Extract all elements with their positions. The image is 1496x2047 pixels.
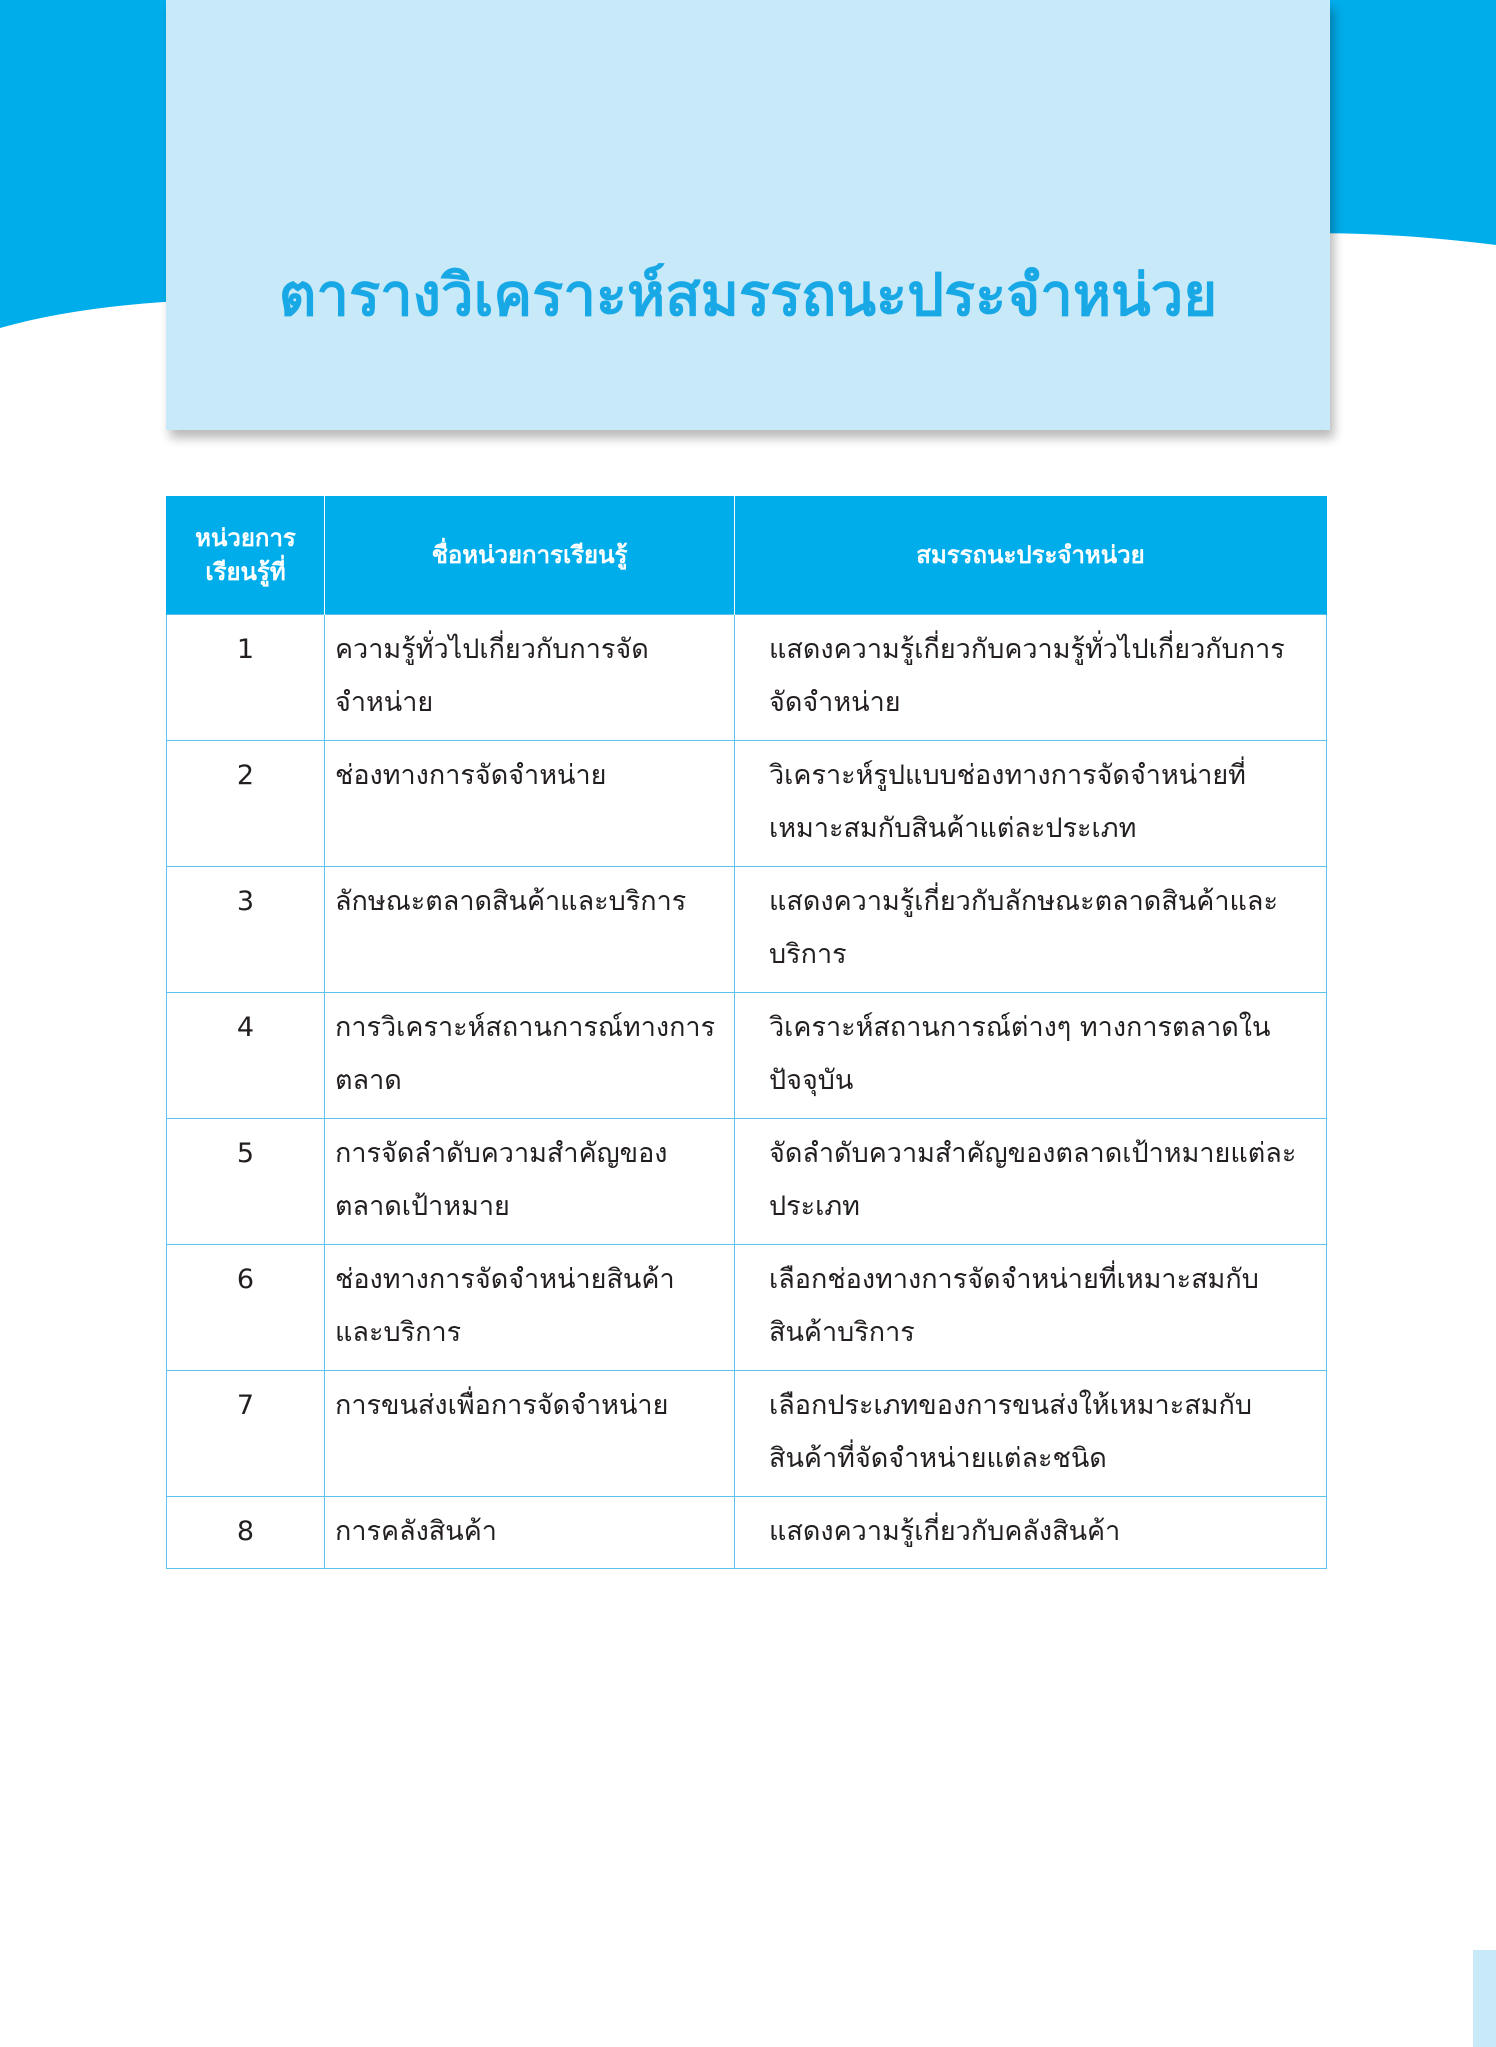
page-title: ตารางวิเคราะห์สมรรถนะประจำหน่วย — [278, 261, 1218, 329]
table-row — [167, 993, 1327, 1119]
unit-competency: วิเคราะห์สถานการณ์ต่างๆ ทางการตลาดในปัจจุบัน — [735, 993, 1327, 1119]
unit-name: การคลังสินค้า — [325, 1497, 735, 1569]
table-row — [167, 741, 1327, 867]
unit-name: ช่องทางการจัดจำหน่าย — [325, 741, 735, 867]
unit-number: 4 — [167, 993, 325, 1119]
unit-name: การขนส่งเพื่อการจัดจำหน่าย — [325, 1371, 735, 1497]
unit-name: การจัดลำดับความสำคัญของตลาดเป้าหมาย — [325, 1119, 735, 1245]
header-unit-name: ชื่อหน่วยการเรียนรู้ — [325, 496, 735, 615]
competency-table — [166, 496, 1327, 1569]
unit-competency: แสดงความรู้เกี่ยวกับลักษณะตลาดสินค้าและบริการ — [735, 867, 1327, 993]
table-row — [167, 867, 1327, 993]
unit-name: ลักษณะตลาดสินค้าและบริการ — [325, 867, 735, 993]
unit-competency: วิเคราะห์รูปแบบช่องทางการจัดจำหน่ายที่เหมาะสมกับสินค้าแต่ละประเภท — [735, 741, 1327, 867]
unit-competency: จัดลำดับความสำคัญของตลาดเป้าหมายแต่ละประเภท — [735, 1119, 1327, 1245]
unit-number: 5 — [167, 1119, 325, 1245]
header-unit-number: หน่วยการเรียนรู้ที่ — [167, 496, 325, 615]
unit-number: 1 — [167, 615, 325, 741]
title-banner — [166, 0, 1330, 430]
unit-competency: เลือกช่องทางการจัดจำหน่ายที่เหมาะสมกับสินค้าบริการ — [735, 1245, 1327, 1371]
unit-name: การวิเคราะห์สถานการณ์ทางการตลาด — [325, 993, 735, 1119]
unit-competency: เลือกประเภทของการขนส่งให้เหมาะสมกับสินค้าที่จัดจำหน่ายแต่ละชนิด — [735, 1371, 1327, 1497]
page-edge-tab — [1473, 1950, 1496, 2047]
unit-competency: แสดงความรู้เกี่ยวกับความรู้ทั่วไปเกี่ยวกับการจัดจำหน่าย — [735, 615, 1327, 741]
table-row — [167, 615, 1327, 741]
unit-number: 2 — [167, 741, 325, 867]
table-row — [167, 1245, 1327, 1371]
unit-name: ความรู้ทั่วไปเกี่ยวกับการจัดจำหน่าย — [325, 615, 735, 741]
unit-number: 8 — [167, 1497, 325, 1569]
table-row — [167, 1371, 1327, 1497]
table-row — [167, 1497, 1327, 1569]
table-header-row — [167, 496, 1327, 615]
unit-number: 7 — [167, 1371, 325, 1497]
unit-number: 3 — [167, 867, 325, 993]
header-competency: สมรรถนะประจำหน่วย — [735, 496, 1327, 615]
unit-name: ช่องทางการจัดจำหน่ายสินค้าและบริการ — [325, 1245, 735, 1371]
unit-competency: แสดงความรู้เกี่ยวกับคลังสินค้า — [735, 1497, 1327, 1569]
unit-number: 6 — [167, 1245, 325, 1371]
table-row — [167, 1119, 1327, 1245]
